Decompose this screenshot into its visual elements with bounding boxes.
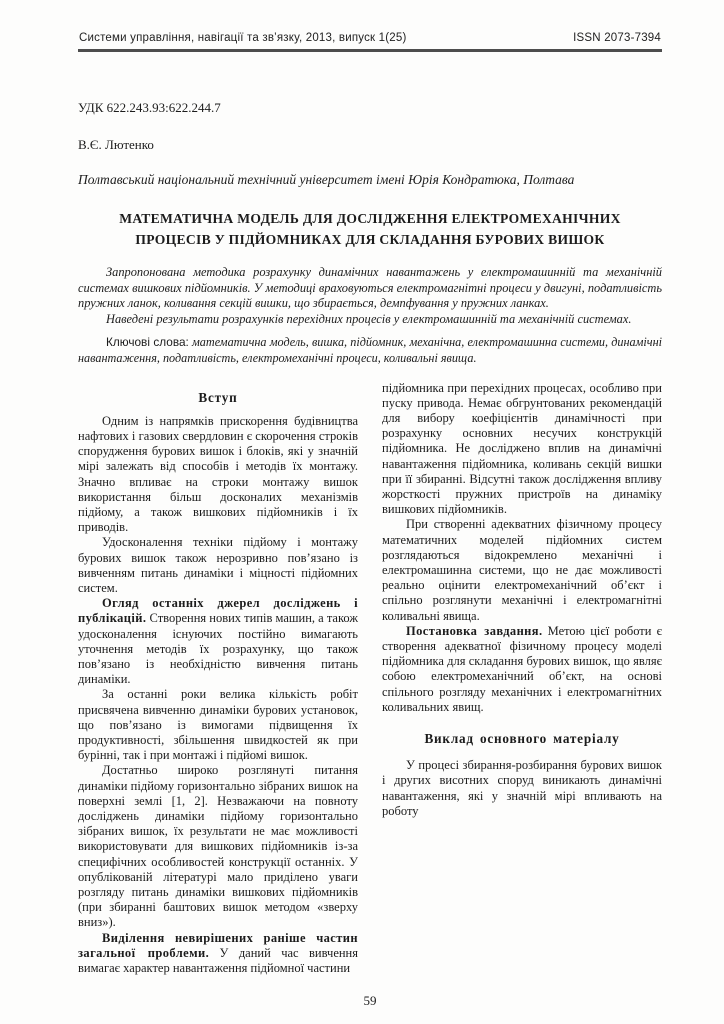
paragraph-text: Створення нових типів машин, а також удосконалення існуючих постійно вимагають уточнення методів їх розрахунку, що також пов’язано із необхідністю вивчення питань динаміки. xyxy=(78,611,358,687)
paragraph xyxy=(78,596,358,687)
abstract-paragraph: Запропонована методика розрахунку динамічних навантажень у електромашинній та механічній системах вишкових підйомників. У методиці враховуються електромагнітні процеси у двигуні, податливість пружних ланок, коливання секцій вишки, що збирається, демпфування у пружних ланках. xyxy=(78,265,662,311)
run-in-heading-sources: Огляд останніх джерел досліджень і публікацій. xyxy=(78,596,358,626)
article-title: МАТЕМАТИЧНА МОДЕЛЬ ДЛЯ ДОСЛІДЖЕННЯ ЕЛЕКТРОМЕХАНІЧНИХ ПРОЦЕСІВ У ПІДЙОМНИКАХ ДЛЯ СКЛАДАННЯ БУРОВИХ ВИШОК xyxy=(119,211,621,247)
abstract-paragraph: Наведені результати розрахунків перехідних процесів у електромашинній та механічній системах. xyxy=(106,311,632,326)
run-in-heading-task: Постановка завдання. xyxy=(406,623,543,638)
right-column xyxy=(382,381,662,977)
paragraph-text: У даний час вивчення вимагає характер навантаження підйомної частини xyxy=(78,945,358,976)
paragraph xyxy=(78,931,358,977)
paragraph-text: При створенні адекватних фізичному процесу математичних моделей підйомних систем розглядаються відокремлено механічні і електромашинна системи, що не дає можливості реально оцінити електромеханічний об’єкт і спільно розглянути механічні і електромагнітні коливальні явища. xyxy=(382,517,662,623)
author-affiliation: Полтавський національний технічний університет імені Юрія Кондратюка, Полтава xyxy=(78,172,575,187)
section-heading-main-material: Виклад основного матеріалу xyxy=(424,731,620,747)
paragraph xyxy=(78,687,358,763)
left-column xyxy=(78,381,358,977)
paragraph-text: підйомника при перехідних процесах, особливо при пуску привода. Немає обгрунтованих рекомендацій для вибору коефіцієнтів динамічності при розрахунку основних несучих конструкцій підйомника. Не досліджено вплив на динамічні навантаження підйомника, коливань секцій вишки при її збиранні. Відсутні також дослідження впливу жорсткості пружних пристроїв на динаміку вишкових підйомників. xyxy=(382,380,662,517)
paragraph xyxy=(382,517,662,623)
journal-header xyxy=(78,32,662,52)
paragraph-text: Удосконалення техніки підйому і монтажу бурових вишок також нерозривно пов’язано із вивченням питань динаміки і міцності підйомних систем. xyxy=(78,535,358,595)
paragraph xyxy=(382,758,662,819)
two-column-body xyxy=(78,381,662,977)
paragraph-text: Метою цієї роботи є створення адекватної фізичному процесу моделі підйомника для складання бурових вишок, що являє собою електромеханічний об’єкт, на основі спільного розгляду механічних і електромагнітних коливальних явищ. xyxy=(382,623,662,714)
keywords-line xyxy=(78,335,662,366)
paragraph xyxy=(382,624,662,715)
keywords-text: математична модель, вишка, підйомник, механічна, електромашинна системи, динамічні навантаження, податливість, електромеханічні процеси, коливальні явища. xyxy=(78,335,663,365)
paragraph xyxy=(78,763,358,930)
keywords-label: Ключові слова: xyxy=(106,335,189,350)
author-name: В.Є. Лютенко xyxy=(78,137,154,152)
paragraph xyxy=(382,381,662,518)
paragraph xyxy=(78,535,358,596)
paragraph-text: Одним із напрямків прискорення будівництва нафтових і газових свердловин є скорочення строків спорудження бурових вишок і блоків, які у значній мірі залежать від способів і методів їх монтажу. Значно впливає на строки монтажу вишок використання більш досконалих механізмів підйому, а також вишкових підйомників і їх приводів. xyxy=(78,413,358,535)
paragraph xyxy=(78,414,358,536)
paragraph-text: Достатньо широко розглянуті питання динаміки підйому горизонтально зібраних вишок на поверхні землі [1, 2]. Незважаючи на повноту досліджень динаміки підйому горизонтально зібраних вишок, їх результати не має можливості використовувати для вишкових підйомників із-за специфічних особливостей конструкції останніх. У опублікованій літературі мало приділено уваги розгляду питань динаміки вишкових підйомників (при збиранні баштових вишок методом «зверху вниз»). xyxy=(78,763,358,930)
issn-number: ISSN 2073-7394 xyxy=(573,32,661,44)
paragraph-text: У процесі збирання-розбирання бурових вишок і других висотних споруд виникають динамічні навантаження, які у значній мірі впливають на роботу xyxy=(382,758,662,818)
journal-title: Системи управління, навігації та зв’язку, 2013, випуск 1(25) xyxy=(79,32,407,44)
abstract xyxy=(78,265,662,327)
paragraph-text: За останні роки велика кількість робіт присвячена вивченню динаміки бурових установок, що пов’язано із вимогами підвищення їх продуктивності, збільшення швидкостей як при бурінні, так і при монтажі і підйомі вишок. xyxy=(78,687,358,763)
page-number: 59 xyxy=(363,993,377,1008)
udc-code: УДК 622.243.93:622.244.7 xyxy=(78,100,221,115)
section-heading-intro: Вступ xyxy=(198,389,238,405)
run-in-heading-unsolved: Виділення невирішених раніше частин загальної проблеми. xyxy=(78,930,358,960)
